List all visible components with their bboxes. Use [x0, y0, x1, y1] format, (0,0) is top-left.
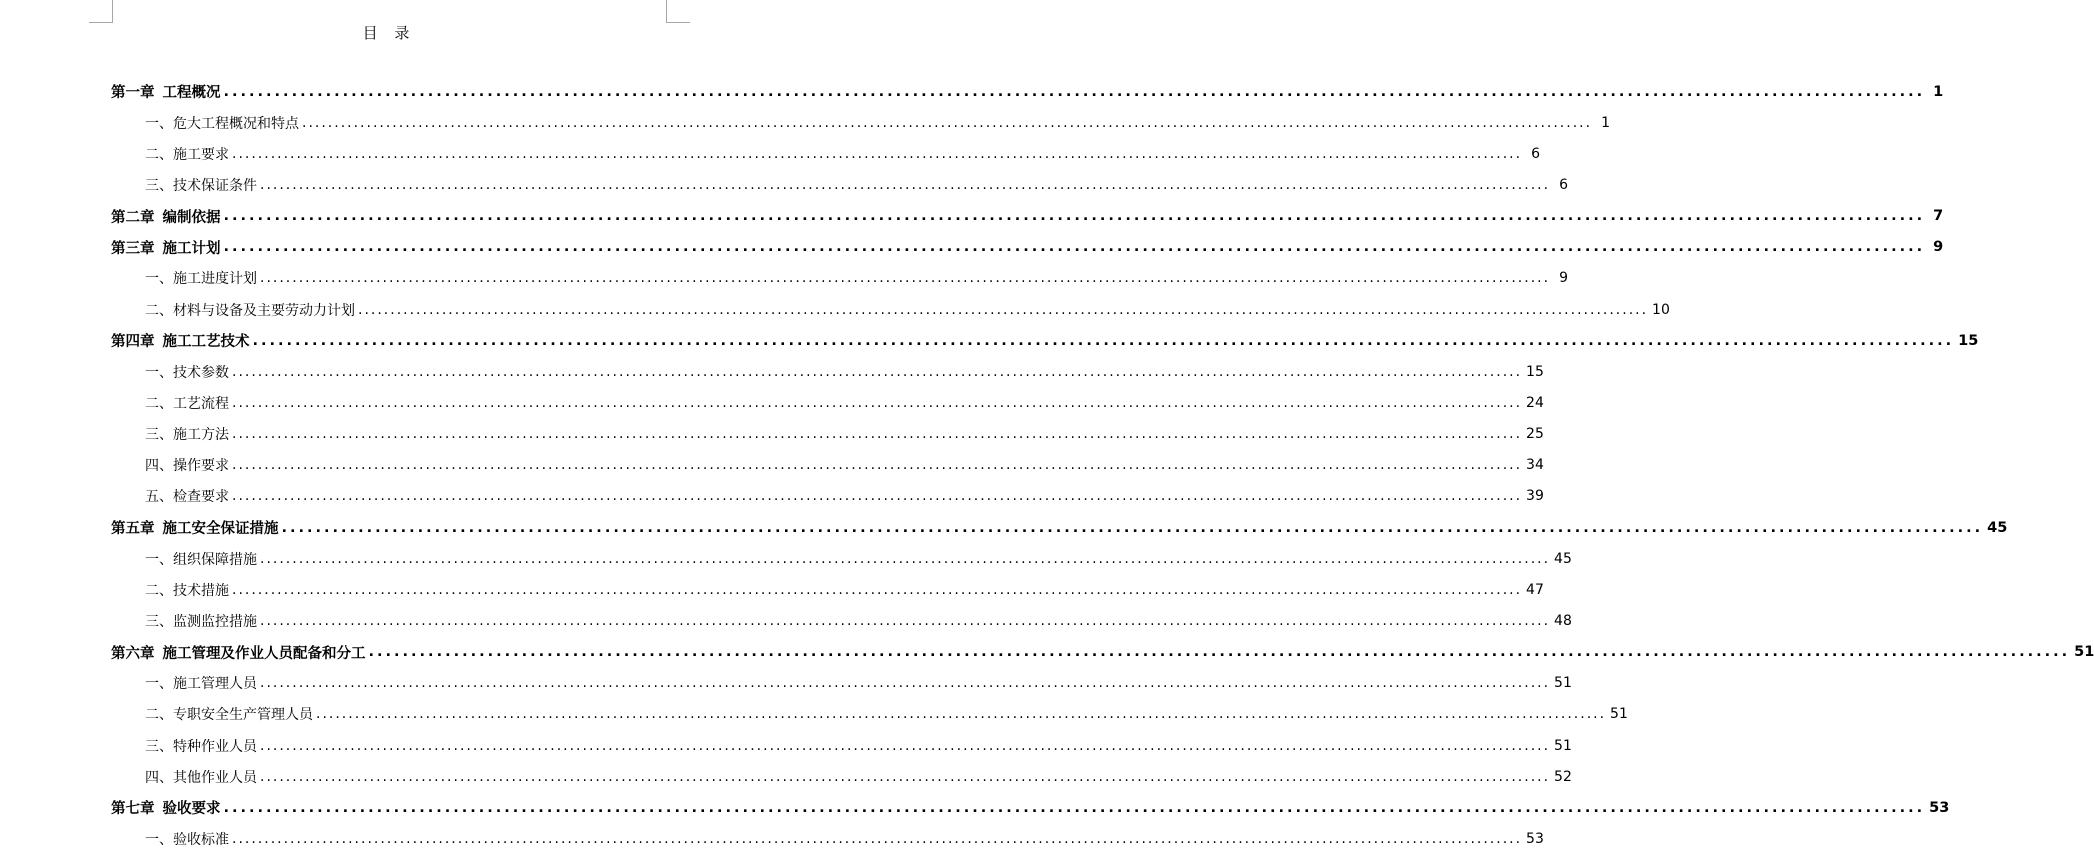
- toc-entry-page-number: 52: [1554, 768, 1572, 785]
- toc-entry-page-number: 45: [1554, 550, 1572, 567]
- toc-entry-title: 工艺流程: [173, 395, 229, 412]
- toc-dot-leader: ........................................................................................................................................................................................................: [223, 208, 1926, 225]
- toc-entry-number: 一、: [145, 831, 173, 848]
- toc-entry-page-number: 1: [1933, 83, 1944, 100]
- crop-mark-top-right-vertical: [666, 0, 667, 23]
- toc-dot-leader: ........................................................................................................................................................................................................: [260, 768, 1551, 785]
- toc-list: [0, 76, 2094, 855]
- toc-dot-leader: ........................................................................................................................................................................................................: [232, 457, 1523, 474]
- toc-entry-title: 施工要求: [173, 146, 229, 163]
- toc-dot-leader: ........................................................................................................................................................................................................: [223, 799, 1926, 816]
- toc-entry-number: 四、: [145, 458, 173, 475]
- toc-entry-number: 第一章: [111, 85, 155, 102]
- toc-entry-page-number: 39: [1526, 488, 1544, 505]
- toc-section-entry[interactable]: [0, 605, 1572, 636]
- toc-section-entry[interactable]: [0, 699, 1628, 730]
- toc-section-entry[interactable]: [0, 169, 1569, 200]
- toc-section-entry[interactable]: [0, 450, 1544, 481]
- toc-entry-number: 二、: [145, 146, 173, 163]
- toc-entry-title: 组织保障措施: [173, 551, 257, 568]
- toc-entry-page-number: 7: [1933, 208, 1944, 225]
- toc-entry-page-number: 15: [1958, 332, 1979, 349]
- toc-entry-title: 施工计划: [162, 240, 221, 257]
- toc-dot-leader: ........................................................................................................................................................................................................: [260, 270, 1551, 287]
- toc-section-entry[interactable]: [0, 574, 1544, 605]
- toc-entry-page-number: 9: [1933, 239, 1944, 256]
- toc-chapter-entry[interactable]: [0, 325, 1979, 356]
- toc-entry-number: 二、: [145, 582, 173, 599]
- toc-chapter-entry[interactable]: [0, 512, 2008, 543]
- toc-dot-leader: ........................................................................................................................................................................................................: [232, 426, 1523, 443]
- toc-entry-page-number: 48: [1554, 612, 1572, 629]
- toc-entry-title: 其他作业人员: [173, 769, 257, 786]
- toc-entry-page-number: 10: [1652, 301, 1670, 318]
- toc-entry-number: 第六章: [111, 645, 155, 662]
- toc-section-entry[interactable]: [0, 730, 1572, 761]
- toc-dot-leader: ........................................................................................................................................................................................................: [281, 519, 1984, 536]
- toc-entry-title: 验收要求: [162, 801, 221, 818]
- toc-entry-page-number: 53: [1526, 830, 1544, 847]
- toc-section-entry[interactable]: [0, 481, 1544, 512]
- toc-entry-title: 专职安全生产管理人员: [173, 707, 313, 724]
- toc-entry-number: 一、: [145, 364, 173, 381]
- toc-entry-number: 一、: [145, 271, 173, 288]
- toc-dot-leader: ........................................................................................................................................................................................................: [358, 301, 1649, 318]
- toc-entry-page-number: 34: [1526, 457, 1544, 474]
- toc-dot-leader: ........................................................................................................................................................................................................: [260, 612, 1551, 629]
- toc-entry-title: 检查要求: [173, 489, 229, 506]
- toc-entry-page-number: 9: [1559, 270, 1569, 287]
- toc-dot-leader: ........................................................................................................................................................................................................: [252, 332, 1955, 349]
- toc-entry-number: 二、: [145, 302, 173, 319]
- toc-entry-page-number: 51: [1610, 706, 1628, 723]
- toc-dot-leader: ........................................................................................................................................................................................................: [232, 488, 1523, 505]
- toc-entry-page-number: 1: [1601, 114, 1611, 131]
- toc-entry-title: 监测监控措施: [173, 613, 257, 630]
- toc-dot-leader: ........................................................................................................................................................................................................: [302, 114, 1593, 131]
- toc-entry-page-number: 53: [1929, 799, 1950, 816]
- toc-dot-leader: ........................................................................................................................................................................................................: [223, 239, 1926, 256]
- toc-dot-leader: ........................................................................................................................................................................................................: [368, 644, 2071, 661]
- toc-dot-leader: ........................................................................................................................................................................................................: [260, 176, 1551, 193]
- toc-section-entry[interactable]: [0, 138, 1541, 169]
- toc-section-entry[interactable]: [0, 761, 1572, 792]
- toc-section-entry[interactable]: [0, 294, 1670, 325]
- toc-entry-number: 一、: [145, 676, 173, 693]
- toc-entry-title: 技术参数: [173, 364, 229, 381]
- toc-entry-number: 三、: [145, 613, 173, 630]
- toc-entry-page-number: 25: [1526, 426, 1544, 443]
- toc-chapter-entry[interactable]: [0, 232, 1944, 263]
- toc-entry-title: 操作要求: [173, 458, 229, 475]
- crop-mark-top-left-vertical: [112, 0, 113, 23]
- toc-entry-page-number: 15: [1526, 363, 1544, 380]
- toc-entry-page-number: 51: [1554, 737, 1572, 754]
- toc-chapter-entry[interactable]: [0, 76, 1944, 107]
- toc-entry-number: 第四章: [111, 334, 155, 351]
- toc-dot-leader: ........................................................................................................................................................................................................: [232, 145, 1523, 162]
- toc-entry-title: 材料与设备及主要劳动力计划: [173, 302, 355, 319]
- toc-chapter-entry[interactable]: [0, 637, 2094, 668]
- toc-entry-page-number: 6: [1531, 145, 1541, 162]
- toc-section-entry[interactable]: [0, 263, 1569, 294]
- toc-dot-leader: ........................................................................................................................................................................................................: [260, 675, 1551, 692]
- toc-entry-page-number: 51: [1554, 675, 1572, 692]
- toc-entry-number: 三、: [145, 427, 173, 444]
- toc-chapter-entry[interactable]: [0, 792, 1950, 823]
- toc-entry-title: 技术措施: [173, 582, 229, 599]
- toc-entry-number: 第二章: [111, 209, 155, 226]
- toc-entry-page-number: 47: [1526, 581, 1544, 598]
- toc-entry-title: 施工安全保证措施: [162, 521, 279, 538]
- toc-dot-leader: ........................................................................................................................................................................................................: [232, 830, 1523, 847]
- toc-dot-leader: ........................................................................................................................................................................................................: [316, 706, 1607, 723]
- toc-title: 目 录: [362, 24, 416, 42]
- toc-entry-title: 工程概况: [162, 85, 221, 102]
- toc-entry-number: 二、: [145, 707, 173, 724]
- toc-entry-title: 施工进度计划: [173, 271, 257, 288]
- toc-entry-number: 三、: [145, 738, 173, 755]
- toc-entry-number: 一、: [145, 115, 173, 132]
- toc-dot-leader: ........................................................................................................................................................................................................: [232, 581, 1523, 598]
- toc-entry-title: 施工方法: [173, 427, 229, 444]
- toc-dot-leader: ........................................................................................................................................................................................................: [223, 83, 1926, 100]
- toc-section-entry[interactable]: [0, 356, 1544, 387]
- toc-section-entry[interactable]: [0, 823, 1544, 854]
- toc-entry-title: 技术保证条件: [173, 177, 257, 194]
- toc-dot-leader: ........................................................................................................................................................................................................: [260, 737, 1551, 754]
- toc-entry-number: 第七章: [111, 801, 155, 818]
- toc-entry-number: 第三章: [111, 240, 155, 257]
- toc-entry-page-number: 24: [1526, 394, 1544, 411]
- toc-entry-number: 四、: [145, 769, 173, 786]
- toc-entry-number: 二、: [145, 395, 173, 412]
- toc-entry-title: 施工管理人员: [173, 676, 257, 693]
- toc-section-entry[interactable]: [0, 107, 1611, 138]
- toc-chapter-entry[interactable]: [0, 201, 1944, 232]
- toc-entry-title: 编制依据: [162, 209, 221, 226]
- toc-entry-title: 危大工程概况和特点: [173, 115, 299, 132]
- toc-entry-title: 施工管理及作业人员配备和分工: [162, 645, 366, 662]
- toc-section-entry[interactable]: [0, 419, 1544, 450]
- toc-entry-page-number: 51: [2074, 644, 2094, 661]
- toc-entry-title: 验收标准: [173, 831, 229, 848]
- toc-entry-number: 第五章: [111, 521, 155, 538]
- toc-dot-leader: ........................................................................................................................................................................................................: [232, 363, 1523, 380]
- toc-section-entry[interactable]: [0, 387, 1544, 418]
- toc-entry-title: 特种作业人员: [173, 738, 257, 755]
- toc-dot-leader: ........................................................................................................................................................................................................: [232, 394, 1523, 411]
- toc-entry-number: 一、: [145, 551, 173, 568]
- toc-dot-leader: ........................................................................................................................................................................................................: [260, 550, 1551, 567]
- toc-entry-title: 施工工艺技术: [162, 334, 250, 351]
- toc-entry-page-number: 45: [1987, 519, 2008, 536]
- toc-entry-page-number: 6: [1559, 176, 1569, 193]
- toc-entry-number: 五、: [145, 489, 173, 506]
- toc-section-entry[interactable]: [0, 543, 1572, 574]
- toc-section-entry[interactable]: [0, 668, 1572, 699]
- toc-entry-number: 三、: [145, 177, 173, 194]
